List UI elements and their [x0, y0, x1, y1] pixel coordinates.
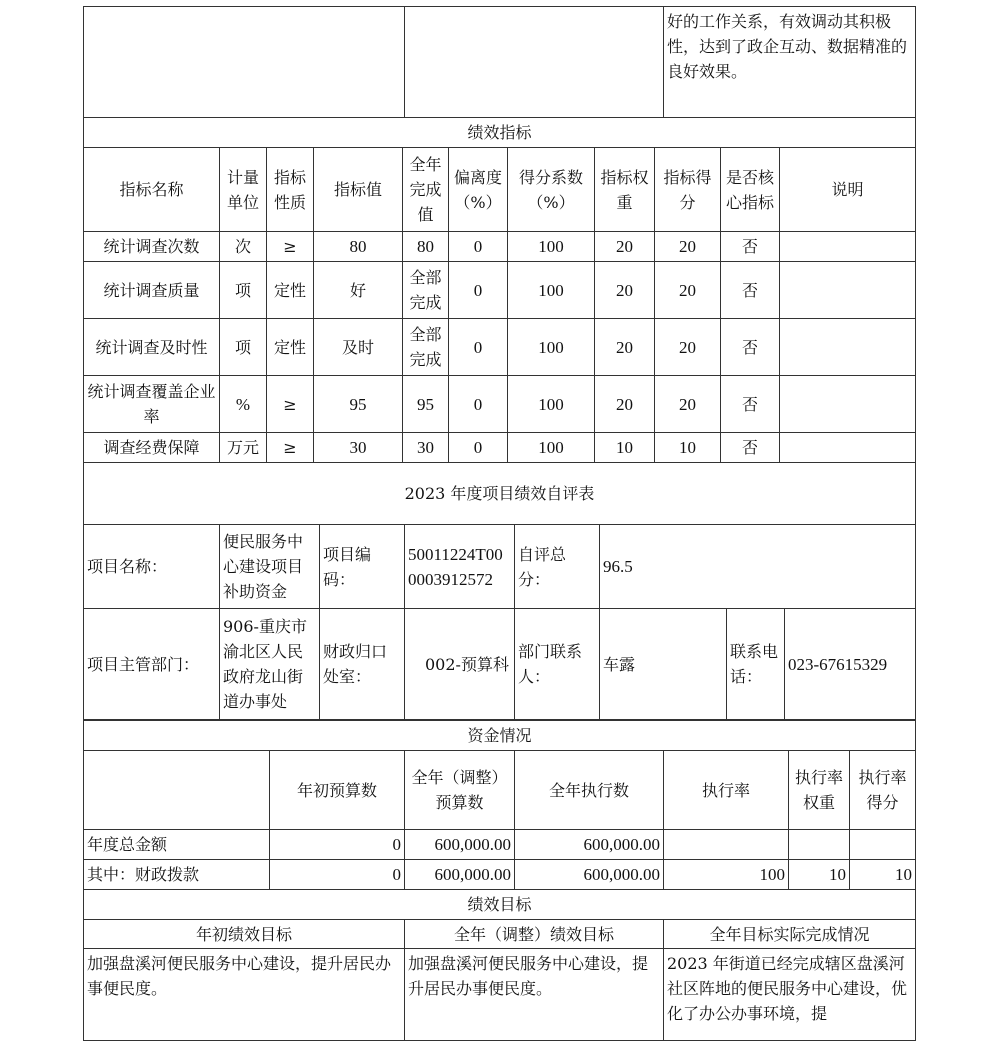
top-right-text: 好的工作关系，有效调动其积极性，达到了政企互动、数据精准的良好效果。 [664, 7, 916, 118]
indicator-cell: 20 [655, 232, 721, 262]
indicator-cell [780, 319, 916, 376]
indicator-cell: 100 [508, 319, 595, 376]
indicator-cell: 及时 [314, 319, 403, 376]
goal-initial: 加强盘溪河便民服务中心建设，提升居民办事便民度。 [84, 949, 405, 1041]
indicator-row [84, 376, 916, 433]
self-eval-table [83, 462, 916, 720]
indicator-cell: 全部完成 [403, 319, 449, 376]
indicator-header: 指标名称 [84, 148, 220, 232]
finance-value: 002-预算科 [405, 609, 515, 720]
funds-table [83, 720, 916, 890]
funds-header: 执行率 [664, 751, 789, 830]
indicator-cell: 20 [595, 232, 655, 262]
indicator-cell: 95 [314, 376, 403, 433]
indicator-cell: 20 [655, 319, 721, 376]
indicator-cell: 统计调查次数 [84, 232, 220, 262]
indicator-cell: ≥ [267, 433, 314, 463]
indicator-cell: 调查经费保障 [84, 433, 220, 463]
indicator-cell: 次 [220, 232, 267, 262]
indicator-row [84, 232, 916, 262]
goals-header: 全年（调整）绩效目标 [405, 920, 664, 949]
project-code-label: 项目编码： [320, 525, 405, 609]
indicator-cell: 30 [403, 433, 449, 463]
indicator-cell: 10 [595, 433, 655, 463]
phone-value: 023-67615329 [785, 609, 916, 720]
top-empty-cell-1 [84, 7, 405, 118]
funds-row [84, 860, 916, 890]
indicator-header: 指标值 [314, 148, 403, 232]
funds-score: 10 [850, 860, 916, 890]
indicator-row [84, 433, 916, 463]
funds-section-title: 资金情况 [84, 721, 916, 751]
indicator-cell: 万元 [220, 433, 267, 463]
indicator-cell: 0 [449, 376, 508, 433]
indicator-cell: 统计调查及时性 [84, 319, 220, 376]
indicator-cell: 0 [449, 433, 508, 463]
indicator-cell: 全部完成 [403, 262, 449, 319]
indicator-cell: 否 [721, 376, 780, 433]
funds-weight: 10 [789, 860, 850, 890]
top-continuation-table [83, 6, 916, 118]
contact-label: 部门联系人： [515, 609, 600, 720]
indicator-header: 说明 [780, 148, 916, 232]
goals-table [83, 889, 916, 1041]
indicator-row [84, 319, 916, 376]
funds-header: 执行率得分 [850, 751, 916, 830]
funds-row [84, 830, 916, 860]
funds-header: 全年（调整）预算数 [405, 751, 515, 830]
indicator-row [84, 262, 916, 319]
phone-label: 联系电话： [727, 609, 785, 720]
indicator-cell: 30 [314, 433, 403, 463]
project-name-value: 便民服务中心建设项目补助资金 [220, 525, 320, 609]
indicator-cell: 20 [655, 262, 721, 319]
indicator-cell: 统计调查覆盖企业率 [84, 376, 220, 433]
funds-rate [664, 830, 789, 860]
indicator-cell: 项 [220, 319, 267, 376]
indicator-cell: 否 [721, 232, 780, 262]
goal-actual: 2023 年街道已经完成辖区盘溪河社区阵地的便民服务中心建设，优化了办公办事环境，提 [664, 949, 916, 1041]
project-name-label: 项目名称： [84, 525, 220, 609]
indicator-cell: 项 [220, 262, 267, 319]
indicator-cell: ≥ [267, 376, 314, 433]
indicator-cell: 10 [655, 433, 721, 463]
indicator-cell: 否 [721, 262, 780, 319]
funds-row-label: 其中：财政拨款 [84, 860, 270, 890]
indicator-header: 是否核心指标 [721, 148, 780, 232]
indicator-cell: 统计调查质量 [84, 262, 220, 319]
funds-weight [789, 830, 850, 860]
indicator-header: 全年完成值 [403, 148, 449, 232]
indicator-cell [780, 262, 916, 319]
indicator-cell: 定性 [267, 262, 314, 319]
indicator-cell: 否 [721, 319, 780, 376]
indicator-cell: % [220, 376, 267, 433]
project-code-value: 50011224T000003912572 [405, 525, 515, 609]
goals-header: 年初绩效目标 [84, 920, 405, 949]
indicator-cell: 定性 [267, 319, 314, 376]
finance-label: 财政归口处室： [320, 609, 405, 720]
indicator-cell: 20 [655, 376, 721, 433]
indicator-cell: 100 [508, 376, 595, 433]
top-empty-cell-2 [405, 7, 664, 118]
indicator-cell [780, 376, 916, 433]
indicator-cell: 80 [403, 232, 449, 262]
funds-executed: 600,000.00 [515, 830, 664, 860]
indicator-cell: 0 [449, 262, 508, 319]
dept-value: 906-重庆市渝北区人民政府龙山街道办事处 [220, 609, 320, 720]
indicator-header: 得分系数（%） [508, 148, 595, 232]
funds-adjusted: 600,000.00 [405, 860, 515, 890]
goal-adjusted: 加强盘溪河便民服务中心建设，提升居民办事便民度。 [405, 949, 664, 1041]
funds-row-label: 年度总金额 [84, 830, 270, 860]
indicator-cell: 20 [595, 262, 655, 319]
contact-value: 车露 [600, 609, 727, 720]
funds-header: 执行率权重 [789, 751, 850, 830]
indicator-cell: 0 [449, 232, 508, 262]
indicator-cell: 20 [595, 376, 655, 433]
indicators-section-title: 绩效指标 [84, 118, 916, 148]
indicator-header: 指标得分 [655, 148, 721, 232]
score-value: 96.5 [600, 525, 916, 609]
funds-score [850, 830, 916, 860]
indicator-cell [780, 433, 916, 463]
funds-initial: 0 [270, 860, 405, 890]
indicator-cell: 否 [721, 433, 780, 463]
indicator-cell: 0 [449, 319, 508, 376]
indicator-cell: 好 [314, 262, 403, 319]
indicator-cell: 20 [595, 319, 655, 376]
indicator-cell [780, 232, 916, 262]
funds-header: 年初预算数 [270, 751, 405, 830]
funds-header: 全年执行数 [515, 751, 664, 830]
indicator-cell: 80 [314, 232, 403, 262]
indicator-cell: 100 [508, 232, 595, 262]
dept-label: 项目主管部门： [84, 609, 220, 720]
funds-initial: 0 [270, 830, 405, 860]
indicator-cell: ≥ [267, 232, 314, 262]
score-label: 自评总分： [515, 525, 600, 609]
indicator-header: 偏离度（%） [449, 148, 508, 232]
self-eval-title: 2023 年度项目绩效自评表 [84, 463, 916, 525]
funds-executed: 600,000.00 [515, 860, 664, 890]
indicator-header: 指标性质 [267, 148, 314, 232]
indicator-cell: 100 [508, 262, 595, 319]
indicator-cell: 100 [508, 433, 595, 463]
indicators-table [83, 117, 916, 463]
goals-header: 全年目标实际完成情况 [664, 920, 916, 949]
funds-adjusted: 600,000.00 [405, 830, 515, 860]
funds-rate: 100 [664, 860, 789, 890]
indicator-cell: 95 [403, 376, 449, 433]
indicator-header: 指标权重 [595, 148, 655, 232]
indicator-header: 计量单位 [220, 148, 267, 232]
goals-section-title: 绩效目标 [84, 890, 916, 920]
funds-header-blank [84, 751, 270, 830]
